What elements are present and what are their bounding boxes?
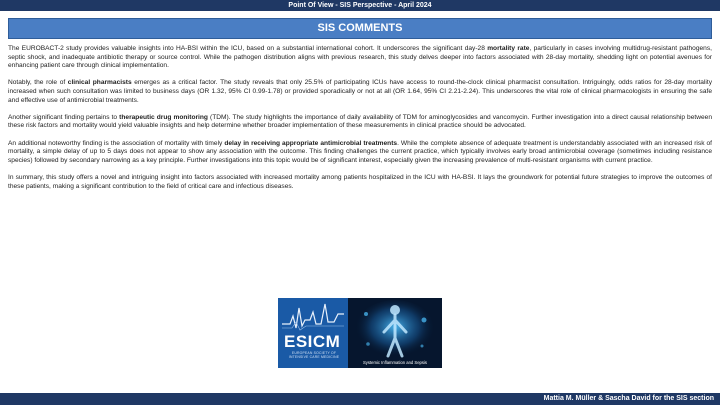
paragraph-3	[8, 114, 712, 131]
logo-block	[278, 298, 442, 368]
footer-bar	[0, 393, 720, 405]
paragraph-4-bold: delay in receiving appropriate antimicrobial treatments	[224, 139, 398, 147]
esicm-wordmark: ESICM	[284, 332, 341, 351]
footer-authors: Mattia M. Müller & Sascha David for the SIS section	[543, 395, 714, 402]
top-header-bar	[0, 0, 720, 11]
paragraph-4	[8, 140, 712, 166]
sepsis-illustration	[348, 298, 442, 368]
comments-body	[8, 45, 712, 200]
paragraph-4-text-b: . While the complete absence of adequate treatment is understandably associated with an increased risk of mortality, a simple delay of up to 5 days does not appear to show any association with the outcome. This finding challenges the current practice, which typically involves early broad antimicrobial coverage (sometimes including resistance species) followed by secondary narrowing as a key principle. Further investigations into this topic would be of significant interest, especially given the increasing prevalence of multi-resistant organisms with current practice.	[8, 139, 712, 164]
esicm-logo-icon	[278, 298, 348, 368]
paragraph-2-text-a: Notably, the role of	[8, 79, 68, 87]
paragraph-3-bold: therapeutic drug monitoring	[119, 113, 208, 121]
section-heading: SIS COMMENTS	[8, 18, 712, 39]
esicm-subtitle: EUROPEAN SOCIETY OF INTENSIVE CARE MEDICINE	[288, 351, 340, 359]
paragraph-3-text-b: (TDM). The study highlights the importance of daily availability of TDM for aminoglycosides and vancomycin. Further investigation into a direct causal relationship between these risk factors and mortality would yield valuable insights and help determine whether broader implementation of these measurements in clinical practice should be advocated.	[8, 113, 712, 130]
paragraph-1-text-b: , particularly in cases involving multidrug-resistant pathogens, septic shock, and inadequate antibiotic therapy or source control. While the pathogen distribution aligns with previous research, this study delves deeper into factors associated with 28-day mortality, shedding light on potential avenues for enhancing patient care through clinical implementation.	[8, 45, 712, 70]
paragraph-2	[8, 79, 712, 105]
paragraph-3-text-a: Another significant finding pertains to	[8, 113, 120, 121]
paragraph-4-text-a: An additional noteworthy finding is the association of mortality with timely	[8, 139, 225, 147]
human-figure-icon	[348, 298, 442, 368]
paragraph-1-bold: mortality rate	[487, 45, 530, 52]
paragraph-2-text-b: emerges as a critical factor. The study reveals that only 25.5% of participating ICUs have access to round-the-clock clinical pharmacist consultation. Intriguingly, odds ratios for 28-day mortality increased when such consultation was limited to business days (OR 1.32, 95% CI 0.99-1.78) or provided sporadically or not at all (OR 1.64, 95% CI 2.21-2.24). This underscores the vital role of clinical pharmacologists in ensuring the safe and effective use of antimicrobial treatments.	[8, 79, 712, 104]
sepsis-caption: Systemic Inflammation and Sepsis	[362, 360, 427, 365]
paragraph-1	[8, 45, 712, 71]
paragraph-1-text-a: The EUROBACT-2 study provides valuable insights into HA-BSI within the ICU, based on a substantial international cohort. It underscores the significant day-28	[8, 45, 488, 52]
paragraph-2-bold: clinical pharmacists	[67, 79, 132, 87]
paragraph-5	[8, 174, 712, 191]
paragraph-5-text-a: In summary, this study offers a novel and intriguing insight into factors associated with increased mortality among patients hospitalized in the ICU with HA-BSI. It lays the groundwork for potential future strategies to improve the outcomes of these patients, making a significant contribution to the field of critical care and infectious diseases.	[8, 173, 712, 190]
header-title: Point Of View - SIS Perspective - April 2024	[288, 2, 432, 9]
